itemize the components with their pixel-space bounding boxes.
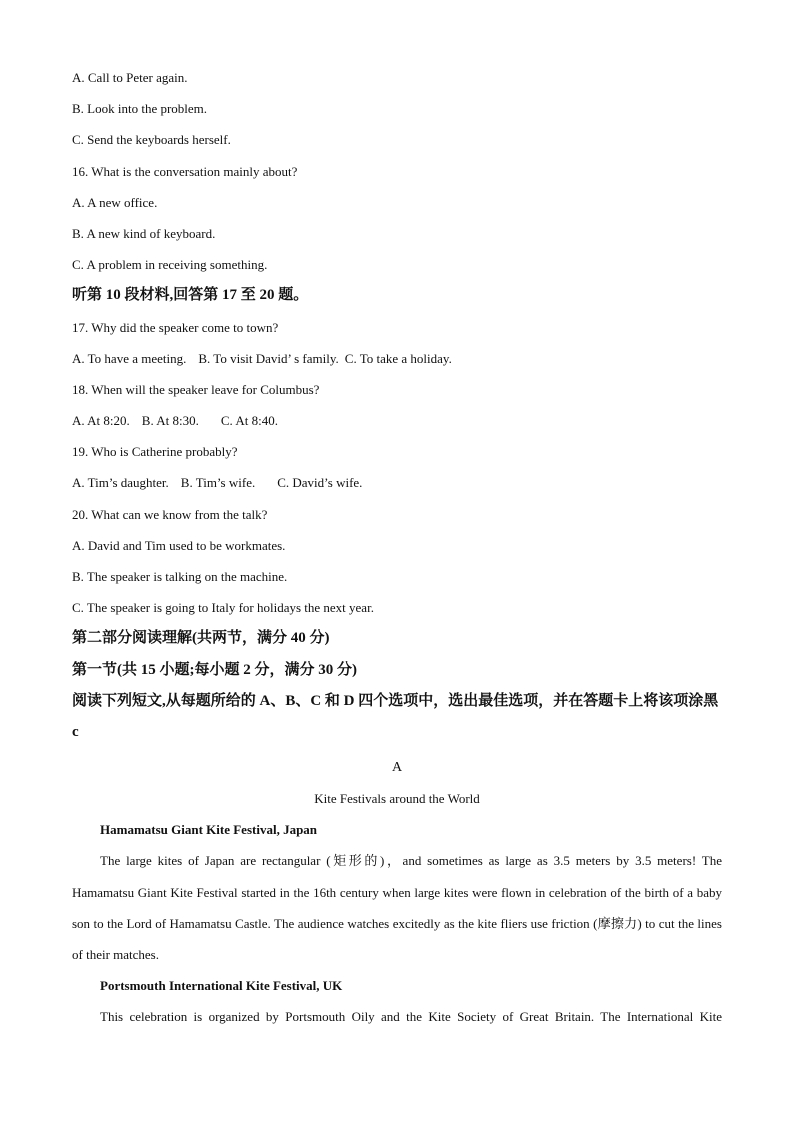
q20-question: 20. What can we know from the talk?	[72, 506, 268, 522]
q16-option-b: B. A new kind of keyboard.	[72, 225, 216, 241]
q15-option-c: C. Send the keyboards herself.	[72, 132, 231, 148]
q19-options	[72, 467, 722, 498]
q17-options	[72, 343, 722, 374]
q20-option-c: C. The speaker is going to Italy for holidays the next year.	[72, 600, 374, 616]
q17-question: 17. Why did the speaker come to town?	[72, 319, 279, 335]
q16-option-a: A. A new office.	[72, 194, 158, 210]
paragraph-portsmouth: This celebration is organized by Portsmouth Oily and the Kite Society of Great Britain. The International Kite	[100, 1009, 722, 1025]
passage-title: Kite Festivals around the World	[314, 790, 480, 806]
q18-option-c: C. At 8:40.	[220, 413, 278, 429]
q18-option-a: A. At 8:20.	[72, 413, 130, 429]
section-heading-portsmouth: Portsmouth International Kite Festival, UK	[100, 978, 343, 994]
q17-option-b: B. To visit David’ s family.	[198, 350, 339, 366]
exam-page	[72, 62, 722, 1033]
q18-option-b: B. At 8:30.	[141, 413, 199, 429]
q19-option-c: C. David’s wife.	[277, 475, 363, 491]
q18-options	[72, 405, 722, 436]
part2-heading: 第二部分阅读理解(共两节，满分 40 分)	[72, 630, 330, 647]
q20-option-b: B. The speaker is talking on the machine.	[72, 569, 288, 584]
q19-option-a: A. Tim’s daughter.	[72, 475, 169, 491]
q15-option-b: B. Look into the problem.	[72, 101, 208, 117]
section-heading-hamamatsu: Hamamatsu Giant Kite Festival, Japan	[100, 822, 318, 838]
q17-option-a: A. To have a meeting.	[72, 350, 187, 366]
q19-option-b: B. Tim’s wife.	[180, 475, 256, 491]
reading-instruction: 阅读下列短文,从每题所给的 A、B、C 和 D 四个选项中，选出最佳选项，并在答题卡上将该项涂黑 c	[72, 692, 719, 740]
q18-question: 18. When will the speaker leave for Columbus?	[72, 381, 320, 397]
q16-option-c: C. A problem in receiving something.	[72, 257, 268, 273]
q15-option-a: A. Call to Peter again.	[72, 70, 188, 85]
paragraph-hamamatsu: The large kites of Japan are rectangular (矩形的)，and sometimes as large as 3.5 meters by 3.5 meters! The Hamamatsu Giant Kite Festival started in the 16th century when large kites were flown in celebration of the birth of a baby son to the Lord of Hamamatsu Castle. The audience watches excitedly as the kite fliers use friction (摩擦力) to cut the lines of their matches.	[72, 853, 722, 962]
q19-question: 19. Who is Catherine probably?	[72, 444, 238, 460]
section10-heading: 听第 10 段材料,回答第 17 至 20 题。	[72, 287, 309, 304]
q16-question: 16. What is the conversation mainly about?	[72, 163, 298, 179]
section1-heading: 第一节(共 15 小题;每小题 2 分，满分 30 分)	[72, 661, 357, 678]
q17-option-c: C. To take a holiday.	[344, 350, 452, 366]
q20-option-a: A. David and Tim used to be workmates.	[72, 537, 286, 553]
passage-label: A	[391, 759, 403, 775]
